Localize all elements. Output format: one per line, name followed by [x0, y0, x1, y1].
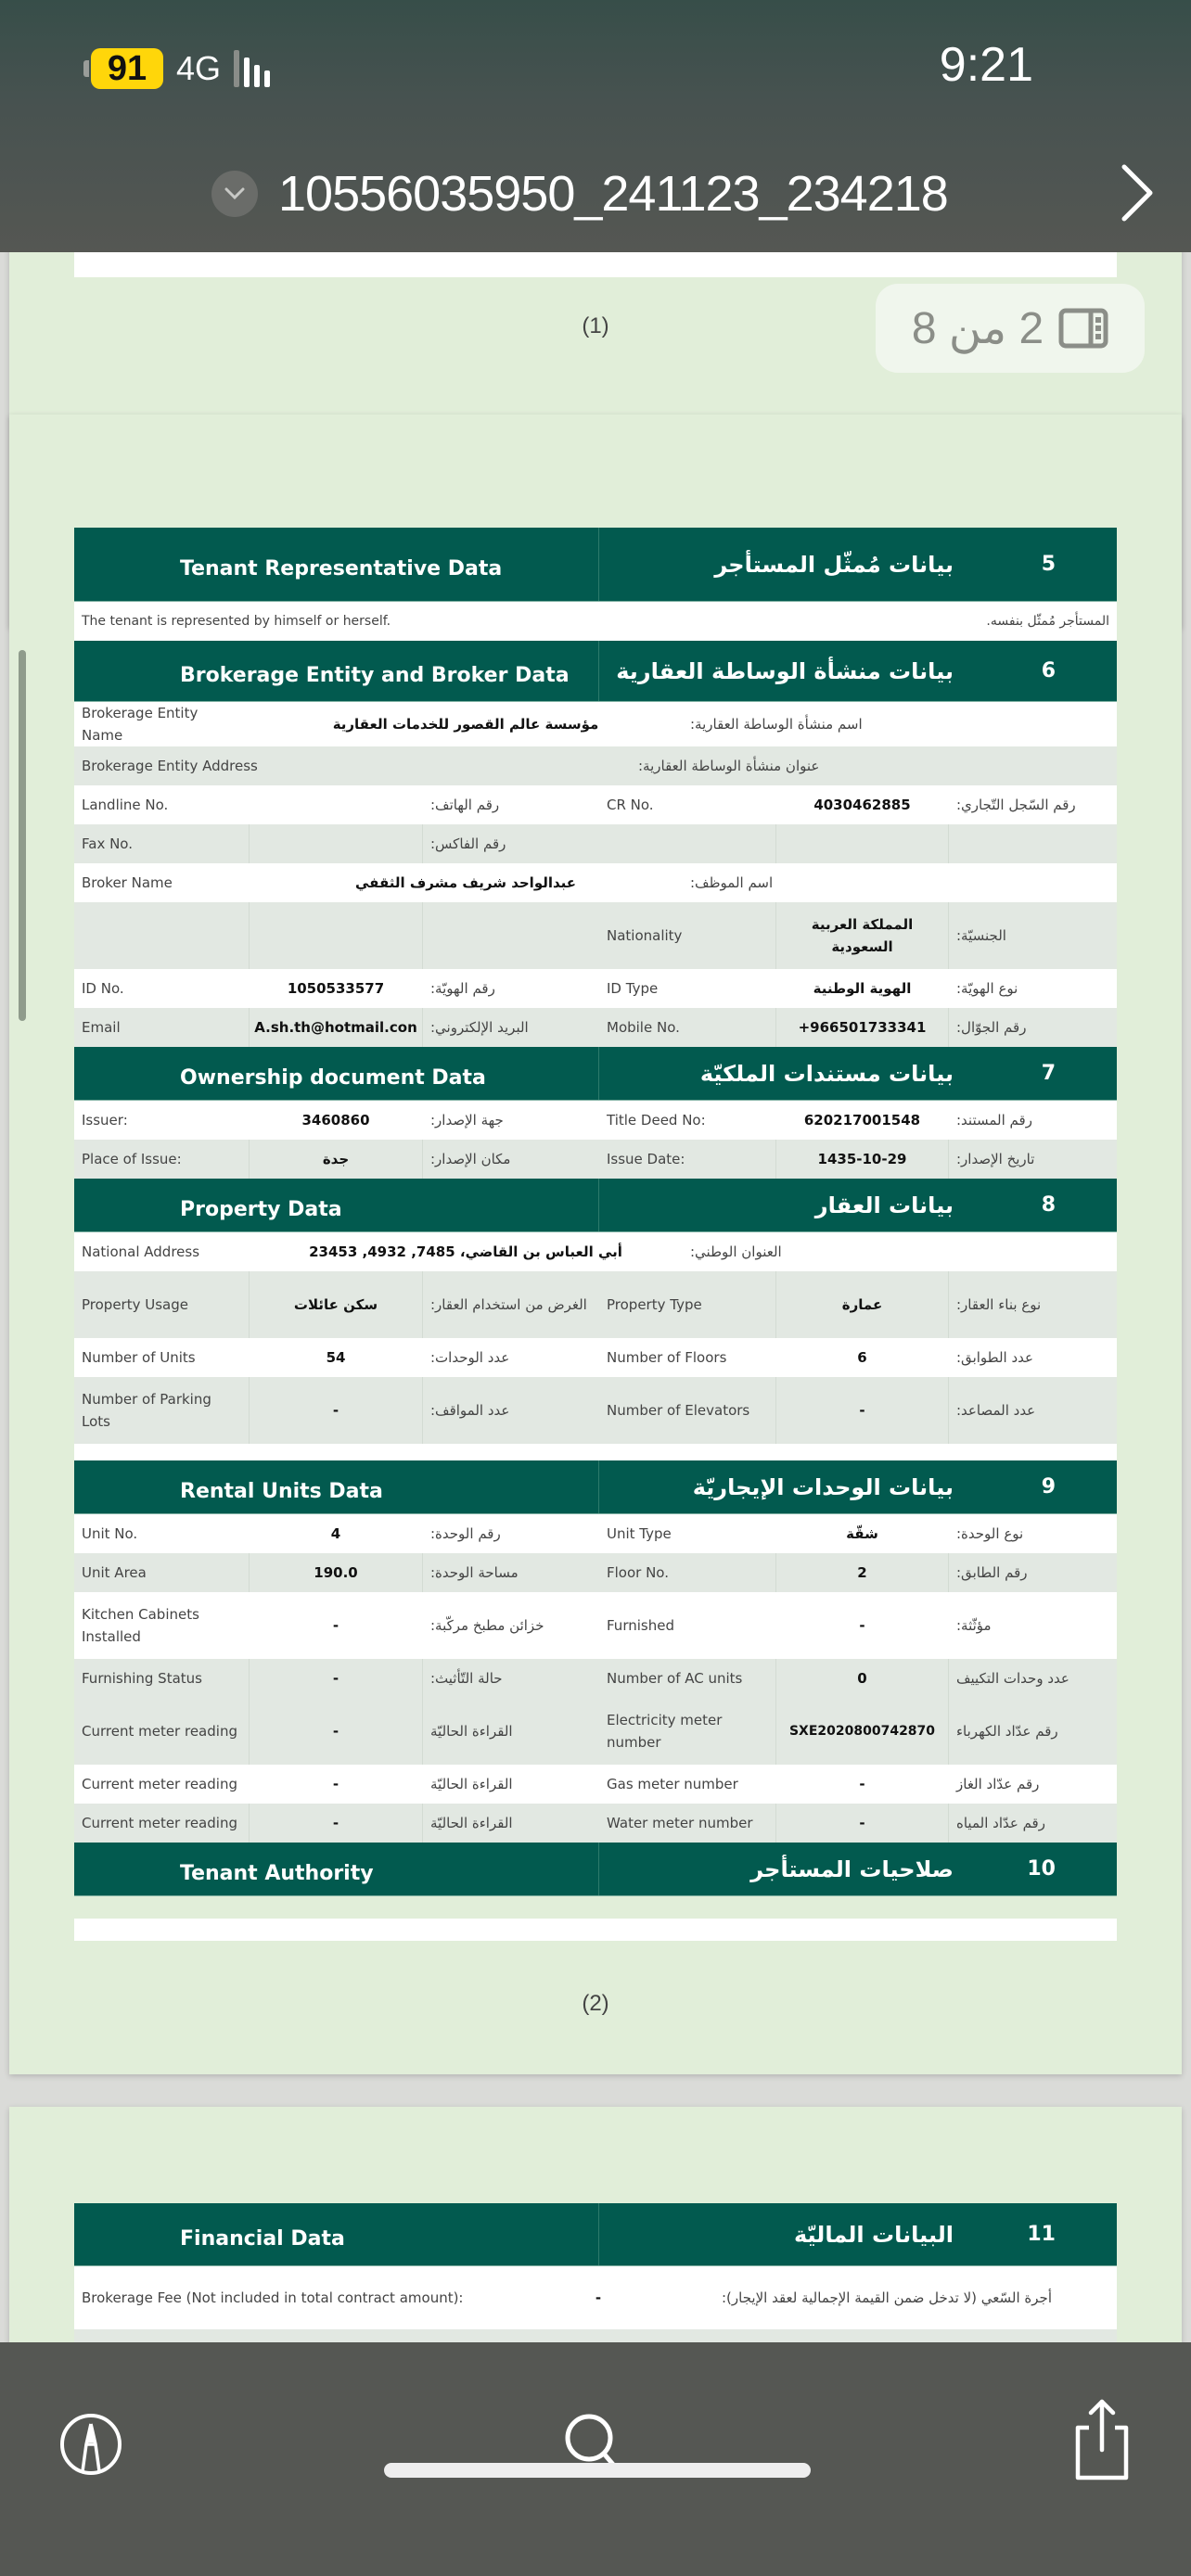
label-ar: مؤثّثة: — [956, 1617, 992, 1634]
section-title-en: Ownership document Data — [74, 1047, 599, 1100]
label-en: Gas meter number — [607, 1776, 738, 1792]
table-row — [74, 1008, 1117, 1047]
label-en: Broker Name — [82, 874, 173, 891]
label-ar: رقم الوحدة: — [430, 1525, 501, 1542]
section-title-ar: بيانات مُمثّل المستأجر — [714, 551, 954, 578]
label-en: Property Usage — [82, 1296, 188, 1313]
document-title[interactable]: 10556035950_241123_234218 — [278, 166, 948, 222]
furnishing-status-value: - — [249, 1659, 423, 1698]
label-en: Unit Area — [82, 1564, 147, 1581]
section-number: 6 — [1041, 659, 1056, 682]
section-number: 8 — [1041, 1193, 1056, 1217]
page-indicator-text: 2 من 8 — [911, 304, 1044, 353]
label-en: Number of AC units — [607, 1670, 743, 1687]
contract-table — [74, 528, 1117, 1946]
table-row — [74, 1514, 1117, 1553]
label-en: Unit No. — [82, 1525, 138, 1542]
section-title-en: Tenant Authority — [74, 1843, 599, 1895]
section-title-ar: بيانات مستندات الملكيّة — [699, 1060, 954, 1087]
spacer — [74, 1444, 1117, 1460]
label-en: CR No. — [607, 797, 654, 813]
home-indicator[interactable] — [384, 2463, 811, 2478]
number-of-units-value: 54 — [326, 1349, 346, 1366]
unit-type-value: شقّة — [846, 1525, 878, 1542]
section-title-ar: بيانات منشأة الوساطة العقارية — [616, 657, 954, 684]
label-ar: القراءة الحاليّة — [430, 1723, 513, 1740]
table-row — [74, 785, 1117, 824]
email-value[interactable]: A.sh.th@hotmail.con — [249, 1008, 423, 1047]
status-bar-left — [91, 48, 270, 89]
table-row — [74, 1232, 1117, 1271]
label-ar: حالة التّأثيث: — [430, 1670, 503, 1687]
label-en: Number of Floors — [607, 1349, 727, 1366]
label-ar: رقم الطابق: — [956, 1564, 1028, 1581]
label-ar: رقم الفاكس: — [430, 835, 506, 852]
label-en: Current meter reading — [82, 1723, 237, 1740]
gas-meter-value: - — [859, 1776, 865, 1792]
label-en: Number of Elevators — [607, 1402, 750, 1419]
label-ar: عنوان منشأة الوساطة العقارية: — [638, 758, 820, 774]
label-en: Water meter number — [607, 1815, 753, 1831]
table-row — [74, 902, 1117, 969]
table-row — [74, 1553, 1117, 1592]
battery-level: 91 — [107, 49, 147, 88]
brokerage-entity-name-value: مؤسسة عالم القصور للخدمات العقارية — [332, 716, 599, 733]
cr-number-value: 4030462885 — [813, 797, 911, 813]
label-ar: القراءة الحاليّة — [430, 1815, 513, 1831]
document-viewer[interactable] — [0, 252, 1191, 2342]
kitchen-cabinets-value: - — [332, 1617, 339, 1634]
table-row — [74, 1377, 1117, 1444]
section-header-5 — [74, 528, 1117, 602]
label-en: Nationality — [607, 927, 683, 944]
network-type: 4G — [176, 49, 222, 87]
table-row — [74, 702, 1117, 746]
label-ar: جهة الإصدار: — [430, 1112, 504, 1129]
label-en: Kitchen Cabinets Installed — [82, 1606, 199, 1645]
signal-icon — [234, 50, 270, 87]
label-ar: عدد الطوابق: — [956, 1349, 1033, 1366]
table-row — [74, 746, 1117, 785]
section-number: 9 — [1041, 1475, 1056, 1498]
label-en: Brokerage Entity Name — [82, 705, 198, 744]
label-ar: عدد وحدات التكييف — [956, 1670, 1069, 1687]
label-en: Issue Date: — [607, 1151, 685, 1167]
table-row — [74, 1338, 1117, 1377]
section-header-6 — [74, 641, 1117, 702]
label-ar: رقم عدّاد الكهرباء — [956, 1723, 1058, 1740]
label-en: Current meter reading — [82, 1776, 237, 1792]
section-header-9 — [74, 1460, 1117, 1514]
table-row — [74, 1698, 1117, 1765]
section-title-en: Brokerage Entity and Broker Data — [74, 641, 599, 701]
table-row — [74, 2329, 1117, 2342]
page-2 — [9, 414, 1182, 2074]
share-icon[interactable] — [1065, 2396, 1139, 2481]
section-title-en: Property Data — [74, 1179, 599, 1231]
note-en: The tenant is represented by himself or herself. — [82, 614, 391, 629]
label-ar: الغرض من استخدام العقار: — [430, 1296, 587, 1313]
title-deed-value: 620217001548 — [803, 1112, 921, 1129]
section-header-11 — [74, 2203, 1117, 2266]
label-ar: رقم الهويّة: — [430, 980, 495, 997]
label-ar: نوع الهويّة: — [956, 980, 1018, 997]
number-of-floors-value: 6 — [857, 1349, 867, 1366]
furnished-value: - — [859, 1617, 865, 1634]
table-row — [74, 863, 1117, 902]
label-ar: عدد المواقف: — [430, 1402, 510, 1419]
page-number: (1) — [582, 313, 609, 338]
gas-reading-value: - — [332, 1776, 339, 1792]
label-en: Brokerage Entity Address — [82, 758, 258, 774]
table-row — [74, 1765, 1117, 1804]
electricity-meter-value: SXE2020800742870 — [775, 1698, 949, 1765]
table-row — [74, 969, 1117, 1008]
nationality-value: المملكة العربية السعودية — [775, 902, 949, 969]
unit-area-value: 190.0 — [249, 1553, 423, 1592]
label-ar: الجنسيّة: — [956, 927, 1006, 944]
label-en: Place of Issue: — [82, 1151, 182, 1167]
id-type-value: الهوية الوطنية — [813, 980, 912, 997]
label-en: Property Type — [607, 1296, 702, 1313]
label-en: Fax No. — [82, 835, 133, 852]
section-number: 10 — [1027, 1857, 1056, 1881]
issue-date-value: 1435-10-29 — [775, 1140, 949, 1179]
electricity-reading-value: - — [249, 1698, 423, 1765]
label-en: Mobile No. — [607, 1019, 680, 1036]
top-bar — [0, 0, 1191, 252]
table-row — [74, 1659, 1117, 1698]
battery-indicator — [91, 48, 163, 89]
label-ar: نوع بناء العقار: — [956, 1296, 1042, 1313]
page-indicator[interactable] — [876, 284, 1145, 373]
table-row — [74, 2266, 1117, 2329]
financial-table — [74, 2203, 1117, 2342]
scrollbar[interactable] — [19, 650, 26, 1021]
property-usage-value: سكن عائلات — [249, 1271, 423, 1338]
clock: 9:21 — [939, 38, 1033, 92]
issuer-value: 3460860 — [301, 1112, 370, 1129]
section-title-ar: صلاحيات المستأجر — [750, 1855, 954, 1882]
label-en: Number of Parking Lots — [82, 1391, 211, 1430]
label-en: Electricity meter number — [607, 1712, 723, 1751]
label-ar: رقم المستند: — [956, 1112, 1032, 1129]
label-en: ID No. — [82, 980, 124, 997]
section-number: 5 — [1041, 553, 1056, 576]
chevron-down-icon — [224, 187, 245, 200]
national-address-value: أبي العباس بن القاضي، 7485, 4932, 23453 — [309, 1243, 622, 1260]
label-ar: رقم السّجل التّجاري: — [956, 797, 1076, 813]
section-title-ar: بيانات الوحدات الإيجاريّة — [692, 1473, 954, 1500]
table-row — [74, 1140, 1117, 1179]
table-row — [74, 1271, 1117, 1338]
label-ar: رقم الجوّال: — [956, 1019, 1027, 1036]
label-ar: رقم عدّاد الغاز — [956, 1776, 1040, 1792]
label-en: Floor No. — [607, 1564, 669, 1581]
table-row — [74, 1804, 1117, 1843]
landline-value — [249, 785, 423, 824]
section-header-7 — [74, 1047, 1117, 1101]
bottom-toolbar — [0, 2342, 1191, 2576]
sidebar-icon — [1058, 308, 1108, 349]
label-en: Brokerage Fee (Not included in total contract amount): — [82, 2289, 464, 2306]
label-ar: العنوان الوطني: — [690, 1243, 782, 1260]
label-en: Landline No. — [82, 797, 169, 813]
mobile-value[interactable]: +966501733341 — [775, 1008, 949, 1047]
section-title-en: Tenant Representative Data — [74, 528, 599, 601]
chevron-right-icon[interactable] — [1117, 163, 1158, 223]
section-title-en: Rental Units Data — [74, 1460, 599, 1513]
table-row — [74, 1592, 1117, 1659]
label-ar: خزائن مطبخ مركّبة: — [430, 1617, 544, 1634]
section-title-ar: بيانات العقار — [814, 1192, 954, 1218]
label-en: Number of Units — [82, 1349, 196, 1366]
label-ar: رقم الهاتف: — [430, 797, 500, 813]
label-en: National Address — [82, 1243, 200, 1260]
ac-units-value: 0 — [775, 1659, 949, 1698]
title-menu-button[interactable] — [211, 171, 258, 217]
label-ar: تاريخ الإصدار: — [956, 1151, 1035, 1167]
page-content-strip — [74, 252, 1117, 277]
section-header-8 — [74, 1179, 1117, 1232]
id-number-value: 1050533577 — [287, 980, 385, 997]
floor-number-value: 2 — [775, 1553, 949, 1592]
broker-name-value: عبدالواحد شريف مشرف الثقفي — [354, 874, 577, 891]
tenant-representative-note — [74, 602, 1117, 641]
section-title-ar: البيانات الماليّة — [793, 2221, 954, 2248]
section-number: 11 — [1027, 2223, 1056, 2246]
elevators-value: - — [775, 1377, 949, 1444]
label-en: Email — [82, 1019, 121, 1036]
label-en: Furnished — [607, 1617, 674, 1634]
parking-lots-value: - — [249, 1377, 423, 1444]
page-3 — [9, 2107, 1182, 2342]
page-content-strip — [74, 1919, 1117, 1941]
markup-icon[interactable] — [54, 2407, 128, 2481]
label-ar: البريد الإلكتروني: — [430, 1019, 529, 1036]
section-number: 7 — [1041, 1062, 1056, 1085]
property-type-value: عمارة — [775, 1271, 949, 1338]
label-ar: رقم عدّاد المياه — [956, 1815, 1045, 1831]
table-row — [74, 1101, 1117, 1140]
note-ar: المستأجر مُمثّل بنفسه. — [986, 614, 1109, 629]
label-en: Issuer: — [82, 1112, 128, 1129]
water-reading-value: - — [249, 1804, 423, 1843]
fax-value — [249, 824, 423, 863]
place-of-issue-value: جدة — [249, 1140, 423, 1179]
label-ar: عدد المصاعد: — [956, 1402, 1036, 1419]
unit-number-value: 4 — [330, 1525, 341, 1542]
label-en: Title Deed No: — [607, 1112, 706, 1129]
label-ar: عدد الوحدات: — [430, 1349, 510, 1366]
label-ar: القراءة الحاليّة — [430, 1776, 513, 1792]
label-ar: نوع الوحدة: — [956, 1525, 1024, 1542]
brokerage-fee-value: - — [595, 2289, 602, 2306]
label-ar: اسم منشأة الوساطة العقارية: — [690, 716, 863, 733]
section-title-en: Financial Data — [74, 2203, 599, 2265]
label-ar: اسم الموظف: — [690, 874, 774, 891]
water-meter-value: - — [775, 1804, 949, 1843]
section-header-10 — [74, 1843, 1117, 1896]
table-row — [74, 824, 1117, 863]
page-number: (2) — [582, 1991, 609, 2016]
label-ar: أجرة السّعي (لا تدخل ضمن القيمة الإجمالية لعقد الإيجار): — [722, 2289, 1053, 2306]
label-ar: مساحة الوحدة: — [430, 1564, 519, 1581]
label-en: Furnishing Status — [82, 1670, 202, 1687]
label-ar: مكان الإصدار: — [430, 1151, 511, 1167]
label-en: Unit Type — [607, 1525, 672, 1542]
label-en: ID Type — [607, 980, 659, 997]
label-en: Current meter reading — [82, 1815, 237, 1831]
